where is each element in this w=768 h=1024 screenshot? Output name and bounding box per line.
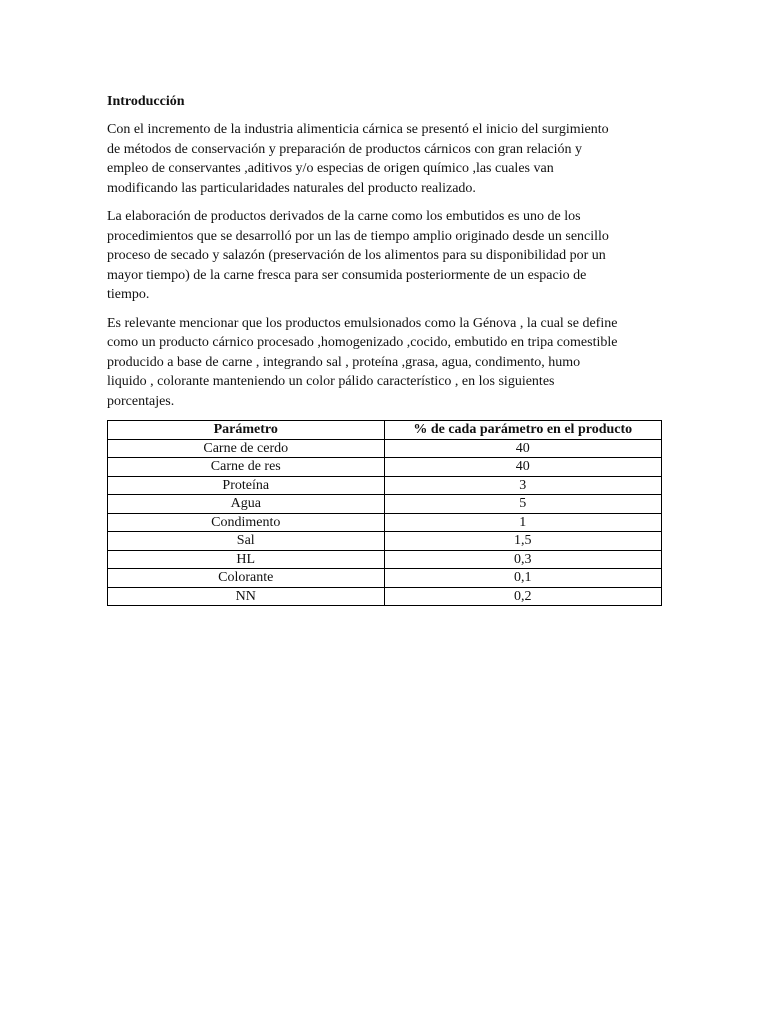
paragraph-line: Es relevante mencionar que los productos emulsionados como la Génova , la cual se define [107,315,618,331]
table-row [108,458,662,477]
percentage-cell: 0,2 [384,587,662,606]
table-header-row [108,421,662,440]
percentage-cell: 40 [384,439,662,458]
percentage-cell: 1 [384,513,662,532]
paragraph-line: proceso de secado y salazón (preservación de los alimentos para su disponibilidad por un [107,248,606,263]
percentage-cell: 3 [384,476,662,495]
table-row [108,513,662,532]
table-row [108,476,662,495]
paragraph-3 [107,314,663,412]
percentage-cell: 40 [384,458,662,477]
paragraph-line: mayor tiempo) de la carne fresca para ser consumida posteriormente de un espacio de [107,267,587,283]
paragraph-line: empleo de conservantes ,aditivos y/o especias de origen químico ,las cuales van [107,161,554,176]
paragraph-line: procedimientos que se desarrolló por un las de tiempo amplio originado desde un sencillo [107,228,609,244]
paragraph-line: La elaboración de productos derivados de la carne como los embutidos es uno de los [107,209,581,224]
table-row [108,495,662,514]
section-heading: Introducción [107,94,185,109]
percentage-cell: 0,3 [384,550,662,569]
parameter-cell: Sal [108,532,385,551]
parameter-cell: Proteína [108,476,385,495]
paragraph-line: modificando las particularidades naturales del producto realizado. [107,180,476,196]
parameter-cell: Agua [108,495,385,514]
parameter-cell: Colorante [108,569,385,588]
paragraph-line: Con el incremento de la industria alimenticia cárnica se presentó el inicio del surgimiento [107,122,609,137]
paragraph-line: de métodos de conservación y preparación de productos cárnicos con gran relación y [107,141,583,157]
paragraph-line: tiempo. [107,287,150,302]
percentage-cell: 5 [384,495,662,514]
table-row [108,532,662,551]
parameters-table [107,420,662,606]
parameter-cell: Condimento [108,513,385,532]
parameter-cell: Carne de cerdo [108,439,385,458]
paragraph-line: producido a base de carne , integrando sal , proteína ,grasa, agua, condimento, humo [107,354,581,370]
table-row [108,569,662,588]
paragraph-2 [107,207,663,305]
paragraph-line: liquido , colorante manteniendo un color pálido característico , en los siguientes [107,374,555,389]
table-row [108,550,662,569]
document-page [107,92,663,606]
percentage-cell: 1,5 [384,532,662,551]
paragraph-line: como un producto cárnico procesado ,homogenizado ,cocido, embutido en tripa comestible [107,335,618,350]
parameter-cell: NN [108,587,385,606]
parameter-cell: Carne de res [108,458,385,477]
paragraph-1 [107,120,663,198]
paragraph-line: porcentajes. [107,393,175,409]
column-header-percentage: % de cada parámetro en el producto [384,421,662,440]
percentage-cell: 0,1 [384,569,662,588]
table-row [108,439,662,458]
parameter-cell: HL [108,550,385,569]
table-row [108,587,662,606]
column-header-parameter: Parámetro [108,421,385,440]
